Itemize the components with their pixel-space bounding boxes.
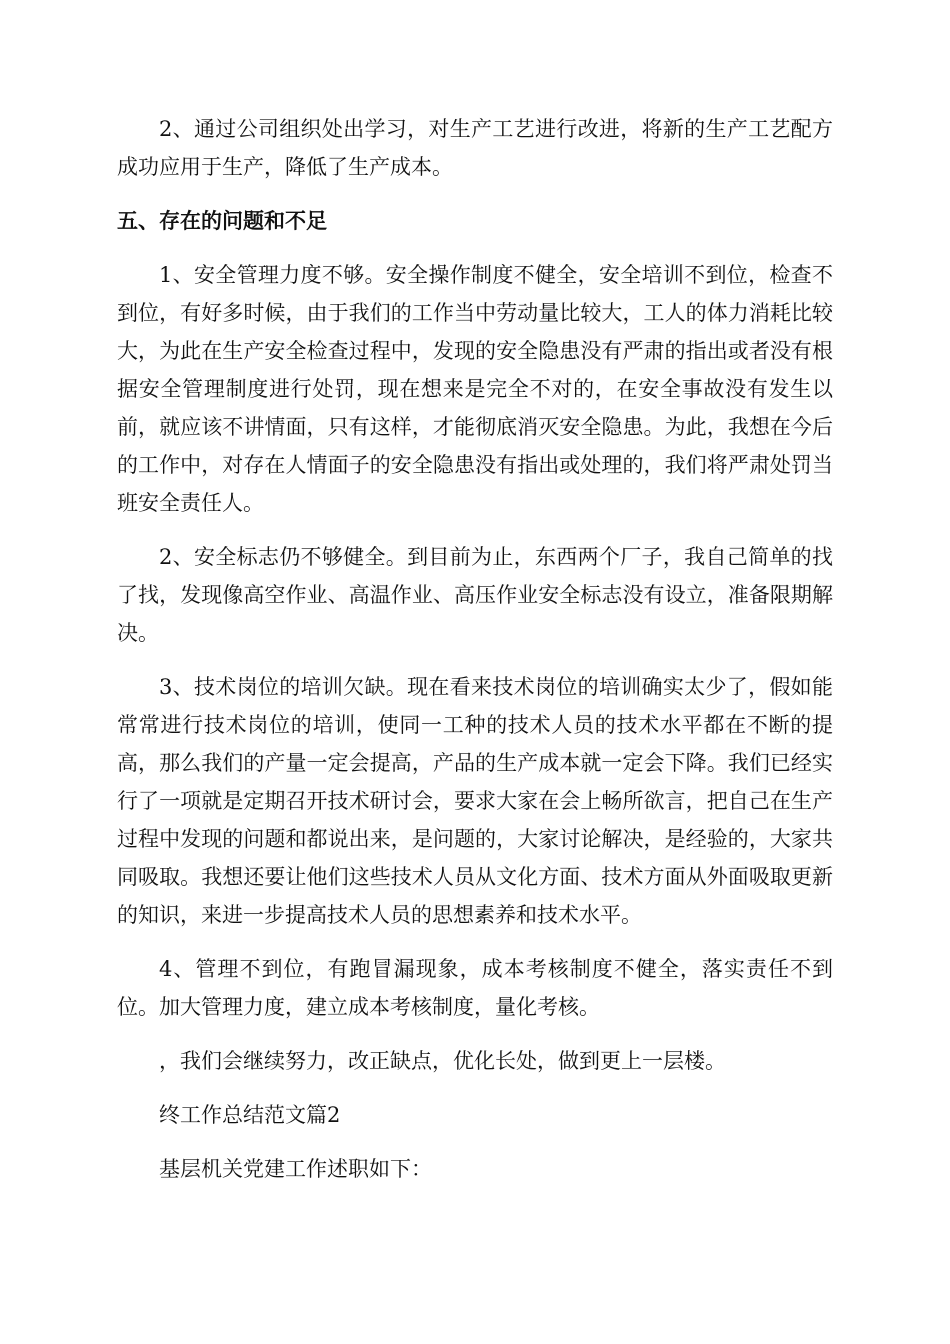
- paragraph-process-improvement: 2、通过公司组织处出学习，对生产工艺进行改进，将新的生产工艺配方成功应用于生产，降低了生产成本。: [117, 117, 833, 179]
- document-body: [117, 110, 833, 1204]
- article-title-part2: 终工作总结范文篇2: [159, 1103, 341, 1127]
- paragraph-safety-management: 1、安全管理力度不够。安全操作制度不健全，安全培训不到位，检查不到位，有好多时候，由于我们的工作当中劳动量比较大，工人的体力消耗比较大，为此在生产安全检查过程中，发现的安全隐患没有严肃的指出或者没有根据安全管理制度进行处罚，现在想来是完全不对的，在安全事故没有发生以前，就应该不讲情面，只有这样，才能彻底消灭安全隐患。为此，我想在今后的工作中，对存在人情面子的安全隐患没有指出或处理的，我们将严肃处罚当班安全责任人。: [117, 263, 833, 515]
- section-heading-problems: 五、存在的问题和不足: [117, 209, 327, 233]
- paragraph-conclusion: ，我们会继续努力，改正缺点，优化长处，做到更上一层楼。: [159, 1049, 726, 1073]
- paragraph-safety-signs: 2、安全标志仍不够健全。到目前为止，东西两个厂子，我自己简单的找了找，发现像高空作业、高温作业、高压作业安全标志没有设立，准备限期解决。: [117, 545, 833, 645]
- paragraph-technical-training: 3、技术岗位的培训欠缺。现在看来技术岗位的培训确实太少了，假如能常常进行技术岗位的培训，使同一工种的技术人员的技术水平都在不断的提高，那么我们的产量一定会提高，产品的生产成本就一定会下降。我们已经实行了一项就是定期召开技术研讨会，要求大家在会上畅所欲言，把自己在生产过程中发现的问题和都说出来，是问题的，大家讨论解决，是经验的，大家共同吸取。我想还要让他们这些技术人员从文化方面、技术方面从外面吸取更新的知识，来进一步提高技术人员的思想素养和技术水平。: [117, 675, 833, 927]
- paragraph-management-cost: 4、管理不到位，有跑冒漏现象，成本考核制度不健全，落实责任不到位。加大管理力度，建立成本考核制度，量化考核。: [117, 957, 833, 1019]
- paragraph-party-building-intro: 基层机关党建工作述职如下：: [159, 1157, 432, 1181]
